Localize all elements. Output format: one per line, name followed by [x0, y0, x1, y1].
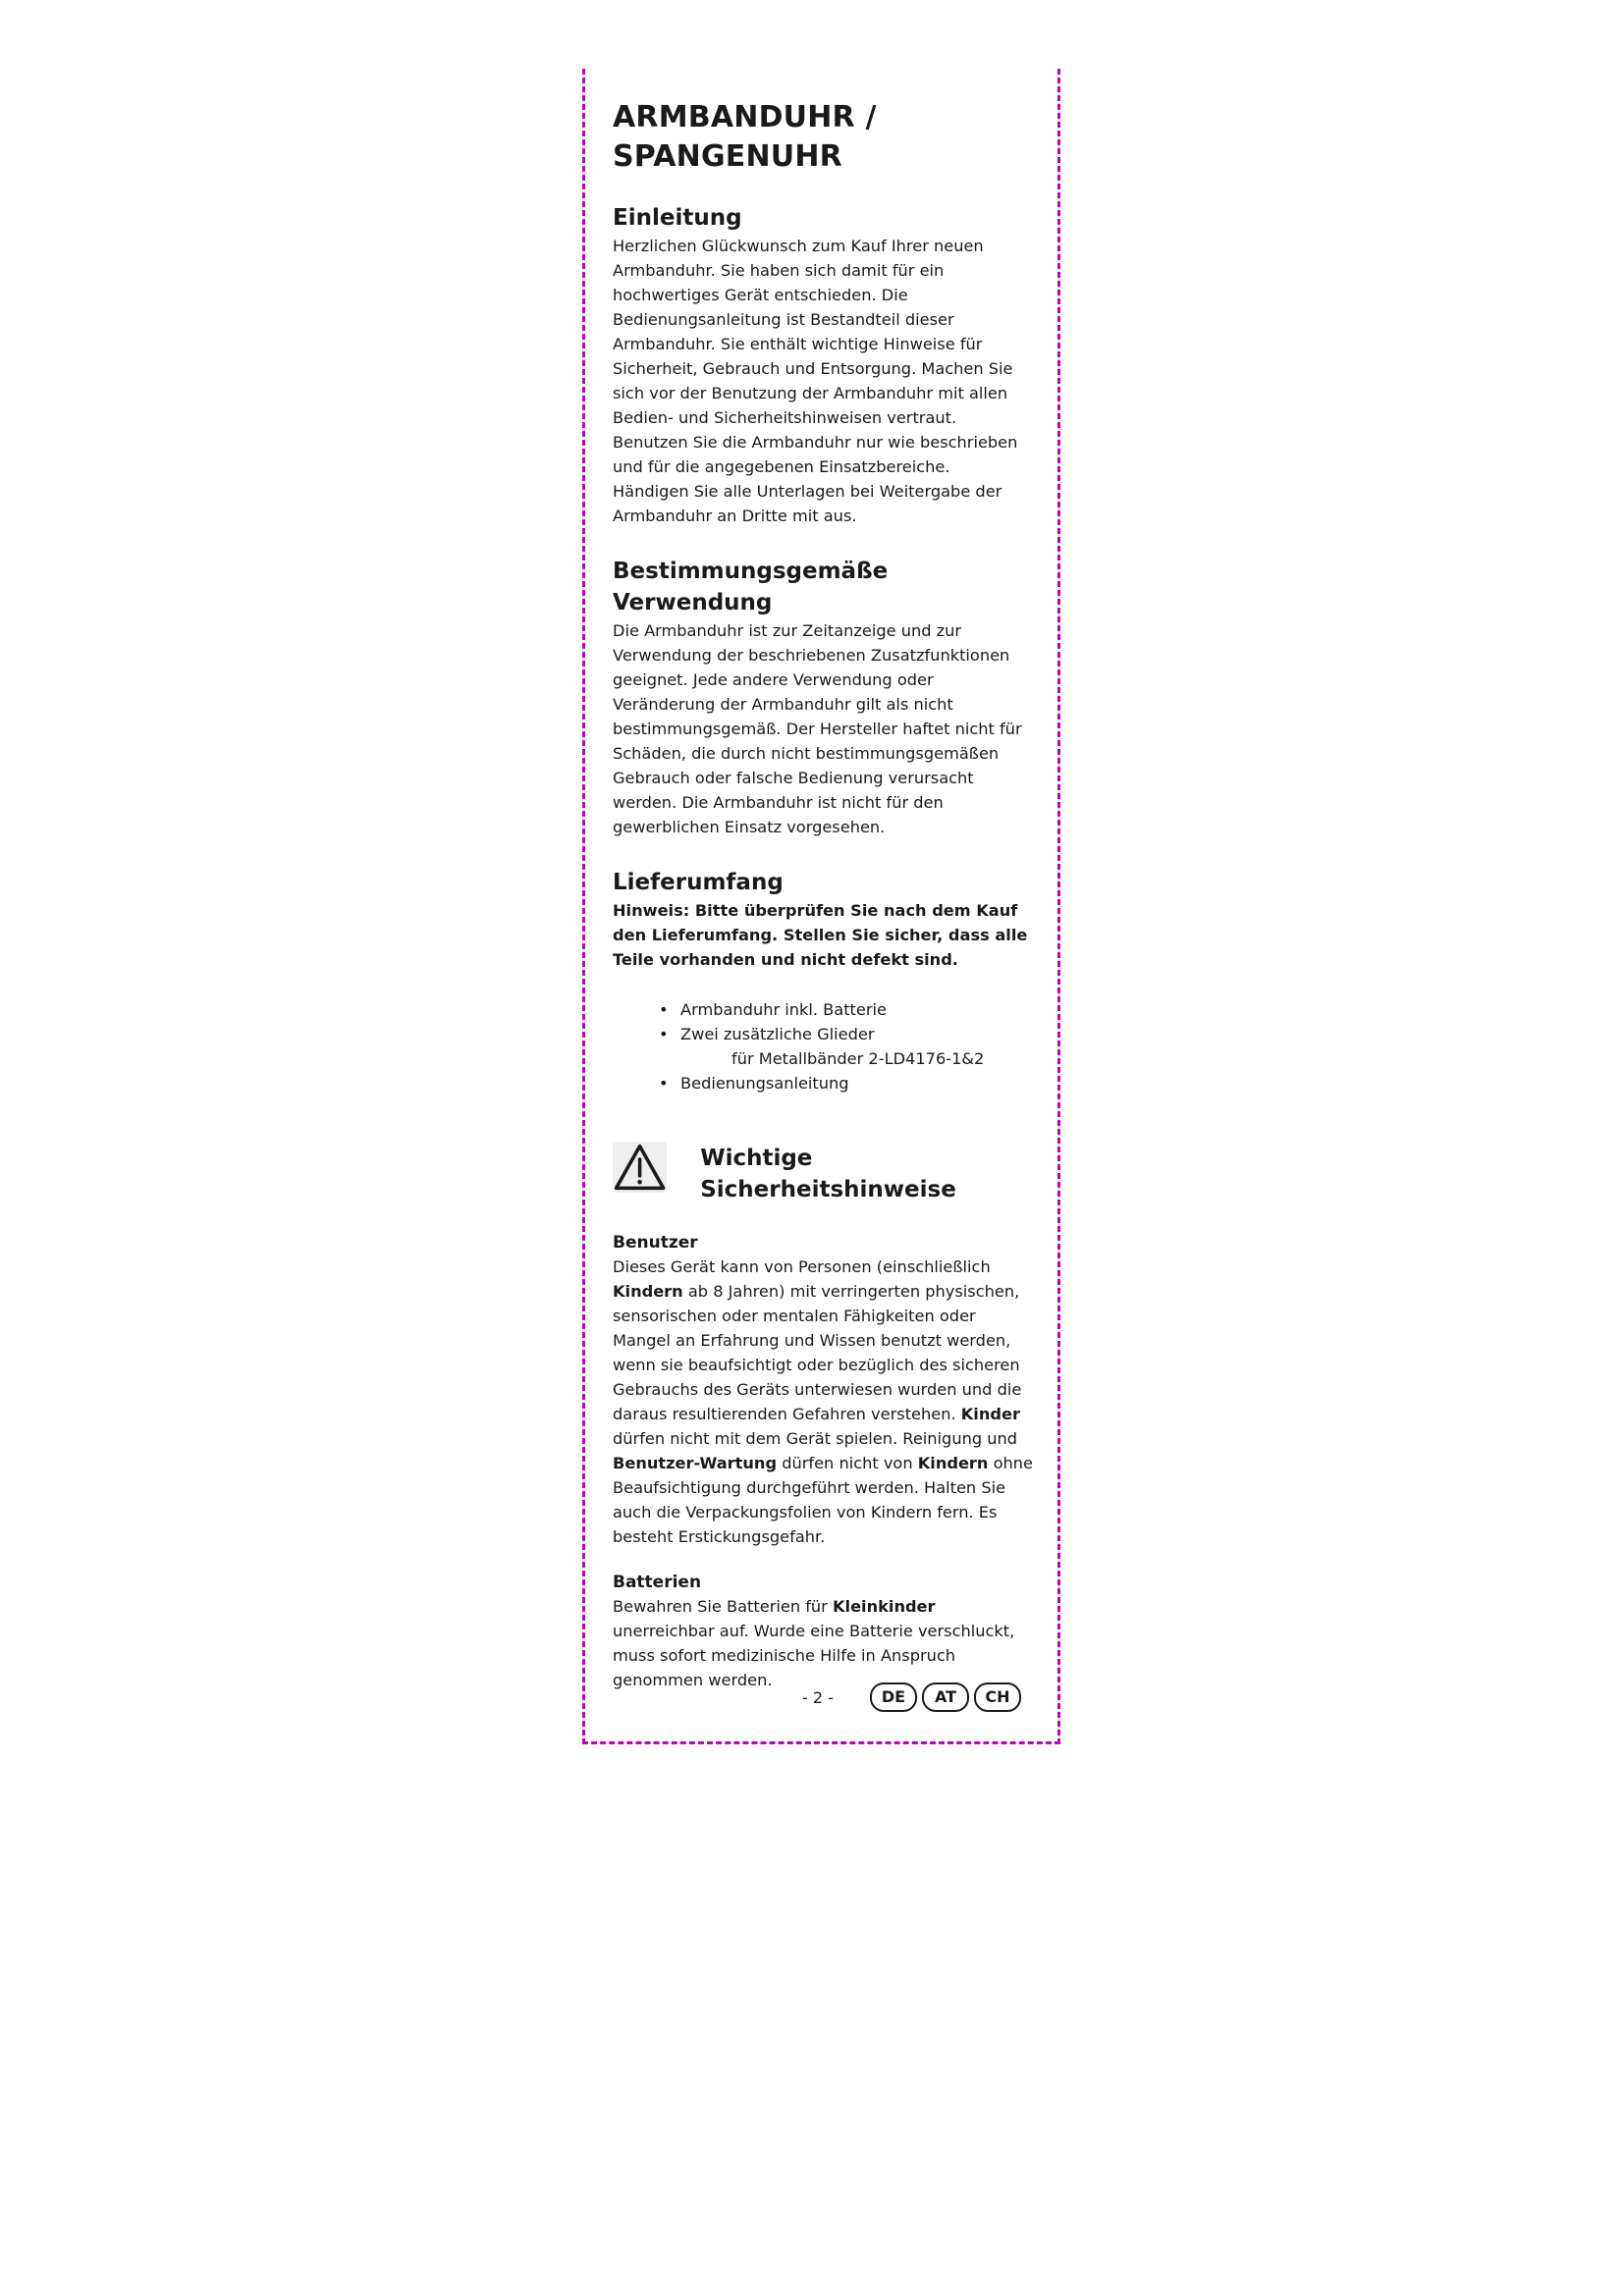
section-users: [613, 1231, 1035, 1549]
country-badge-at: AT: [922, 1682, 969, 1712]
section-introduction: [613, 202, 1035, 528]
list-item: [657, 1022, 1035, 1071]
scope-list: [613, 997, 1035, 1095]
country-badge-ch: CH: [974, 1682, 1021, 1712]
country-badge-de: DE: [870, 1682, 917, 1712]
warning-triangle-icon: [613, 1139, 667, 1196]
list-item: [657, 997, 1035, 1022]
list-item: [657, 1071, 1035, 1095]
page-content: [613, 98, 1035, 1692]
safety-header: [613, 1139, 1035, 1205]
heading-scope-of-delivery: Lieferumfang: [613, 870, 784, 895]
list-item-label: Bedienungsanleitung: [680, 1074, 849, 1093]
section-batteries: [613, 1571, 1035, 1692]
users-text: Dieses Gerät kann von Personen (einschließlich Kindern ab 8 Jahren) mit verringerten physischen, sensorischen oder mentalen Fähigkeiten oder Mangel an Erfahrung und Wissen benutzt werden, wenn sie beaufsichtigt oder bezüglich des sicheren Gebrauchs des Geräts unterwiesen wurden und die daraus resultierenden Gefahren verstehen. Kinder dürfen nicht mit dem Gerät spielen. Reinigung und Benutzer-Wartung dürfen nicht von Kindern ohne Beaufsichtigung durchgeführt werden. Halten Sie auch die Verpackungsfolien von Kindern fern. Es besteht Erstickungsgefahr.: [613, 1257, 1033, 1546]
heading-intended-use: Bestimmungsgemäße Verwendung: [613, 559, 889, 615]
document-title: ARMBANDUHR / SPANGENUHR: [613, 100, 877, 174]
list-item-sublabel: für Metallbänder 2-LD4176-1&2: [731, 1049, 985, 1068]
page-footer: [613, 1682, 1021, 1716]
country-badges: [865, 1682, 1021, 1712]
list-item-label: Zwei zusätzliche Glieder: [680, 1025, 875, 1043]
heading-introduction: Einleitung: [613, 205, 742, 231]
batteries-text: Bewahren Sie Batterien für Kleinkinder unerreichbar auf. Wurde eine Batterie verschluckt, muss sofort medizinische Hilfe in Anspruch genommen werden.: [613, 1597, 1015, 1689]
introduction-text-2: Händigen Sie alle Unterlagen bei Weitergabe der Armbanduhr an Dritte mit aus.: [613, 482, 1002, 525]
page-number: - 2 -: [802, 1688, 834, 1707]
intended-use-text: Die Armbanduhr ist zur Zeitanzeige und zur Verwendung der beschriebenen Zusatzfunktionen geeignet. Jede andere Verwendung oder Veränderung der Armbanduhr gilt als nicht bestimmungsgemäß. Der Hersteller haftet nicht für Schäden, die durch nicht bestimmungsgemäßen Gebrauch oder falsche Bedienung verursacht werden. Die Armbanduhr ist nicht für den gewerblichen Einsatz vorgesehen.: [613, 621, 1022, 836]
heading-safety: Wichtige Sicherheitshinweise: [700, 1146, 956, 1202]
heading-batteries: Batterien: [613, 1573, 702, 1592]
section-scope-of-delivery: [613, 867, 1035, 1095]
scope-note: Hinweis: Bitte überprüfen Sie nach dem Kauf den Lieferumfang. Stellen Sie sicher, dass alle Teile vorhanden und nicht defekt sind.: [613, 901, 1028, 969]
introduction-text: Herzlichen Glückwunsch zum Kauf Ihrer neuen Armbanduhr. Sie haben sich damit für ein hochwertiges Gerät entschieden. Die Bedienungsanleitung ist Bestandteil dieser Armbanduhr. Sie enthält wichtige Hinweise für Sicherheit, Gebrauch und Entsorgung. Machen Sie sich vor der Benutzung der Armbanduhr mit allen Bedien- und Sicherheitshinweisen vertraut. Benutzen Sie die Armbanduhr nur wie beschrieben und für die angegebenen Einsatzbereiche.: [613, 237, 1018, 476]
list-item-label: Armbanduhr inkl. Batterie: [680, 1000, 887, 1019]
section-intended-use: [613, 556, 1035, 839]
heading-users: Benutzer: [613, 1233, 698, 1253]
